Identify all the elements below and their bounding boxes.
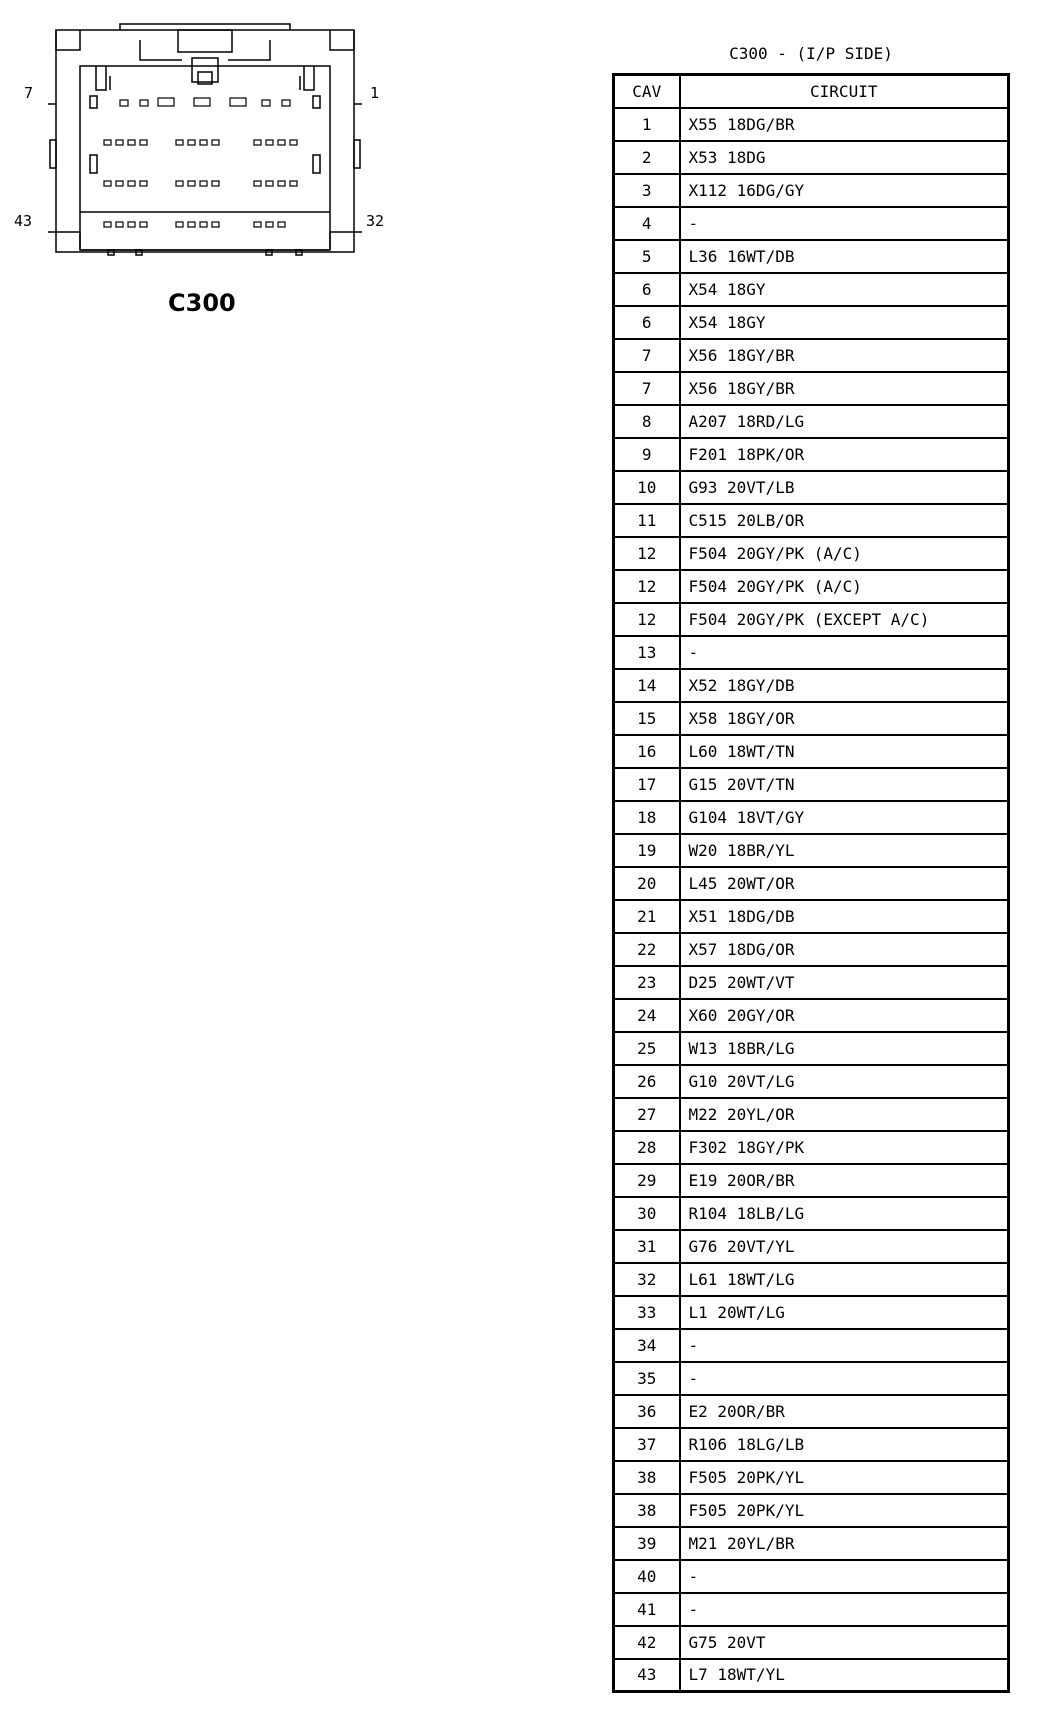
circuit-cell: L60 18WT/TN [680,735,1009,768]
table-row [614,867,1009,900]
circuit-cell: C515 20LB/OR [680,504,1009,537]
table-row [614,273,1009,306]
circuit-cell: G104 18VT/GY [680,801,1009,834]
table-row [614,1263,1009,1296]
circuit-cell: X52 18GY/DB [680,669,1009,702]
table-row [614,141,1009,174]
table-row [614,438,1009,471]
circuit-cell: A207 18RD/LG [680,405,1009,438]
circuit-cell: X60 20GY/OR [680,999,1009,1032]
cav-cell: 32 [614,1263,680,1296]
cav-cell: 8 [614,405,680,438]
table-row [614,966,1009,999]
circuit-cell: M21 20YL/BR [680,1527,1009,1560]
cav-cell: 35 [614,1362,680,1395]
table-row [614,1395,1009,1428]
cav-cell: 37 [614,1428,680,1461]
cav-cell: 38 [614,1494,680,1527]
table-row [614,900,1009,933]
table-row [614,240,1009,273]
circuit-cell: X54 18GY [680,273,1009,306]
table-row [614,1593,1009,1626]
circuit-cell: L36 16WT/DB [680,240,1009,273]
cav-cell: 41 [614,1593,680,1626]
circuit-cell: X56 18GY/BR [680,372,1009,405]
table-row [614,1494,1009,1527]
circuit-cell: X58 18GY/OR [680,702,1009,735]
pin-table [612,73,1010,1693]
cav-cell: 43 [614,1659,680,1692]
circuit-cell: R106 18LG/LB [680,1428,1009,1461]
circuit-cell: G76 20VT/YL [680,1230,1009,1263]
circuit-cell: X57 18DG/OR [680,933,1009,966]
circuit-cell: - [680,1593,1009,1626]
table-row [614,999,1009,1032]
cav-cell: 14 [614,669,680,702]
table-row [614,1230,1009,1263]
circuit-cell: X112 16DG/GY [680,174,1009,207]
table-row [614,1659,1009,1692]
pin-label-top-left: 7 [24,84,34,102]
table-row [614,372,1009,405]
cav-cell: 11 [614,504,680,537]
table-row [614,1560,1009,1593]
cav-cell: 4 [614,207,680,240]
table-row [614,108,1009,141]
circuit-cell: E19 20OR/BR [680,1164,1009,1197]
circuit-cell: F504 20GY/PK (A/C) [680,570,1009,603]
table-row [614,603,1009,636]
table-title: C300 - (I/P SIDE) [729,44,893,63]
circuit-cell: F504 20GY/PK (EXCEPT A/C) [680,603,1009,636]
cav-cell: 30 [614,1197,680,1230]
pin-label-top-right: 1 [370,84,380,102]
table-row [614,174,1009,207]
header-circuit: CIRCUIT [680,75,1009,108]
table-row [614,1131,1009,1164]
circuit-cell: E2 20OR/BR [680,1395,1009,1428]
table-row [614,405,1009,438]
circuit-cell: G93 20VT/LB [680,471,1009,504]
circuit-cell: W13 18BR/LG [680,1032,1009,1065]
circuit-cell: F201 18PK/OR [680,438,1009,471]
cav-cell: 42 [614,1626,680,1659]
circuit-cell: F505 20PK/YL [680,1461,1009,1494]
cav-cell: 17 [614,768,680,801]
cav-cell: 36 [614,1395,680,1428]
circuit-cell: F302 18GY/PK [680,1131,1009,1164]
table-header-row [614,75,1009,108]
table-row [614,735,1009,768]
table-row [614,801,1009,834]
table-row [614,669,1009,702]
table-row [614,339,1009,372]
table-row [614,1428,1009,1461]
cav-cell: 27 [614,1098,680,1131]
circuit-cell: - [680,207,1009,240]
circuit-cell: X56 18GY/BR [680,339,1009,372]
pin-label-bottom-left: 43 [14,212,33,230]
table-row [614,768,1009,801]
circuit-cell: L7 18WT/YL [680,1659,1009,1692]
cav-cell: 34 [614,1329,680,1362]
cav-cell: 7 [614,339,680,372]
cav-cell: 9 [614,438,680,471]
cav-cell: 28 [614,1131,680,1164]
cav-cell: 2 [614,141,680,174]
circuit-cell: - [680,1362,1009,1395]
cav-cell: 40 [614,1560,680,1593]
circuit-cell: L45 20WT/OR [680,867,1009,900]
cav-cell: 13 [614,636,680,669]
table-row [614,1098,1009,1131]
cav-cell: 24 [614,999,680,1032]
table-row [614,1362,1009,1395]
table-row [614,306,1009,339]
table-row [614,570,1009,603]
pin-label-bottom-right: 32 [366,212,385,230]
table-row [614,1527,1009,1560]
cav-cell: 15 [614,702,680,735]
cav-cell: 33 [614,1296,680,1329]
pin-table-body [614,108,1009,1692]
table-row [614,504,1009,537]
cav-cell: 7 [614,372,680,405]
circuit-cell: L61 18WT/LG [680,1263,1009,1296]
circuit-cell: M22 20YL/OR [680,1098,1009,1131]
table-row [614,1065,1009,1098]
cav-cell: 16 [614,735,680,768]
header-cav: CAV [614,75,680,108]
table-row [614,1461,1009,1494]
table-row [614,834,1009,867]
circuit-cell: W20 18BR/YL [680,834,1009,867]
circuit-cell: X51 18DG/DB [680,900,1009,933]
cav-cell: 6 [614,306,680,339]
table-row [614,1296,1009,1329]
circuit-cell: D25 20WT/VT [680,966,1009,999]
circuit-cell: G10 20VT/LG [680,1065,1009,1098]
circuit-cell: F505 20PK/YL [680,1494,1009,1527]
circuit-cell: G15 20VT/TN [680,768,1009,801]
circuit-cell: - [680,636,1009,669]
cav-cell: 21 [614,900,680,933]
table-row [614,702,1009,735]
table-row [614,636,1009,669]
cav-cell: 12 [614,537,680,570]
table-row [614,1164,1009,1197]
cav-cell: 31 [614,1230,680,1263]
table-row [614,1197,1009,1230]
cav-cell: 1 [614,108,680,141]
cav-cell: 26 [614,1065,680,1098]
connector-name: C300 [168,289,236,317]
table-row [614,1032,1009,1065]
circuit-cell: R104 18LB/LG [680,1197,1009,1230]
cav-cell: 6 [614,273,680,306]
cav-cell: 39 [614,1527,680,1560]
circuit-cell: L1 20WT/LG [680,1296,1009,1329]
circuit-cell: X55 18DG/BR [680,108,1009,141]
table-row [614,1329,1009,1362]
cav-cell: 12 [614,603,680,636]
table-row [614,1626,1009,1659]
cav-cell: 5 [614,240,680,273]
cav-cell: 23 [614,966,680,999]
cav-cell: 3 [614,174,680,207]
cav-cell: 38 [614,1461,680,1494]
table-row [614,471,1009,504]
circuit-cell: G75 20VT [680,1626,1009,1659]
circuit-cell: X54 18GY [680,306,1009,339]
cav-cell: 20 [614,867,680,900]
table-row [614,933,1009,966]
cav-cell: 12 [614,570,680,603]
cav-cell: 19 [614,834,680,867]
cav-cell: 10 [614,471,680,504]
circuit-cell: X53 18DG [680,141,1009,174]
table-row [614,537,1009,570]
cav-cell: 29 [614,1164,680,1197]
circuit-cell: - [680,1560,1009,1593]
circuit-cell: F504 20GY/PK (A/C) [680,537,1009,570]
cav-cell: 22 [614,933,680,966]
cav-cell: 25 [614,1032,680,1065]
circuit-cell: - [680,1329,1009,1362]
cav-cell: 18 [614,801,680,834]
table-row [614,207,1009,240]
